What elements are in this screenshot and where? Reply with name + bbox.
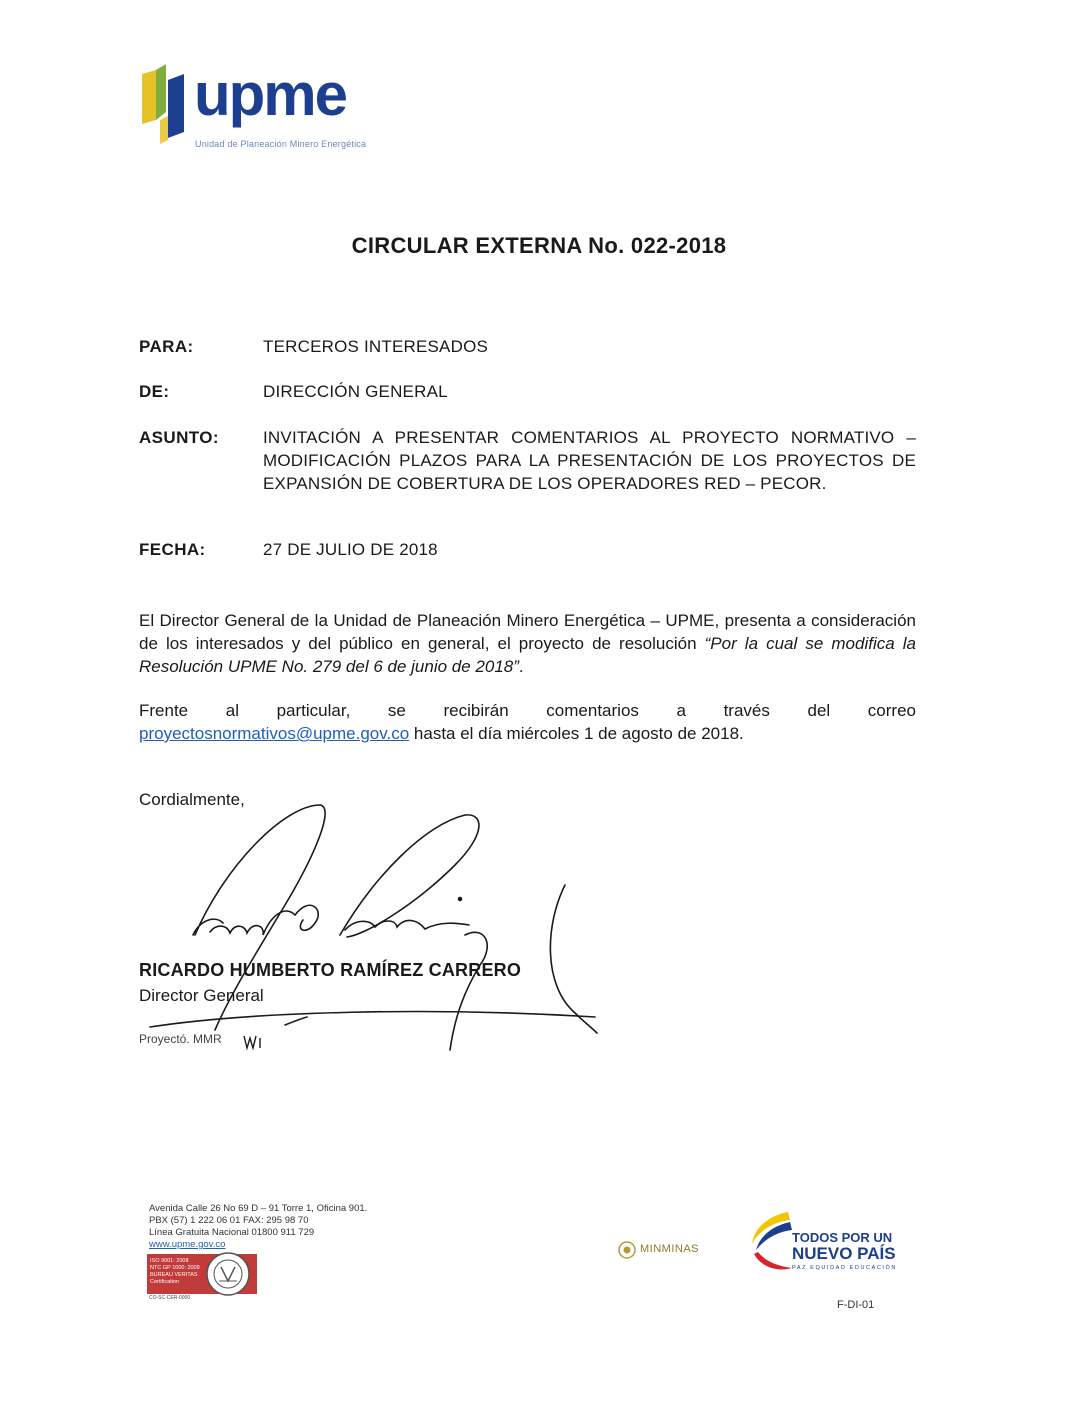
bureau-veritas-seal-icon bbox=[205, 1251, 251, 1297]
form-code: F-DI-01 bbox=[837, 1299, 875, 1311]
fecha-label: FECHA: bbox=[139, 540, 206, 559]
comments-line-2 bbox=[139, 722, 916, 745]
asunto-value: INVITACIÓN A PRESENTAR COMENTARIOS AL PROYECTO NORMATIVO – MODIFICACIÓN PLAZOS PARA LA PRESENTACIÓN DE LOS PROYECTOS DE EXPANSIÓN DE COBERTURA DE LOS OPERADORES RED – PECOR. bbox=[263, 428, 916, 493]
logo-mark-icon bbox=[142, 64, 184, 144]
intro-text: El Director General de la Unidad de Planeación Minero Energética – UPME, presenta a consideración de los interesados y del público en general, el proyecto de resolución bbox=[139, 611, 916, 653]
comments-line-1: Frente al particular, se recibirán comentarios a través del correo bbox=[139, 701, 916, 720]
cert-line-2: NTC GP 1000: 2009 bbox=[150, 1265, 200, 1271]
signatory-name: RICARDO HUMBERTO RAMÍREZ CARRERO bbox=[139, 960, 522, 980]
handwritten-signature bbox=[135, 795, 615, 1055]
fecha-value: 27 DE JULIO DE 2018 bbox=[263, 540, 438, 559]
asunto-label: ASUNTO: bbox=[139, 428, 219, 447]
footer-website[interactable]: www.upme.gov.co bbox=[149, 1239, 226, 1250]
footer-phone: PBX (57) 1 222 06 01 FAX: 295 98 70 bbox=[149, 1215, 309, 1226]
logo-wordmark: upme bbox=[194, 61, 347, 128]
todos-por-un-nuevo-pais-mark-icon bbox=[748, 1208, 798, 1276]
document-title: CIRCULAR EXTERNA No. 022-2018 bbox=[351, 233, 727, 258]
certification-text bbox=[150, 1258, 200, 1286]
email-link[interactable]: proyectosnormativos@upme.gov.co bbox=[139, 724, 410, 743]
gov-slogan-line-2: NUEVO PAÍS bbox=[792, 1244, 896, 1263]
intro-end: . bbox=[518, 657, 524, 676]
resolution-title: “Por la cual se modifica la Resolución UPME No. 279 del 6 de junio de 2018” bbox=[139, 634, 916, 676]
gov-slogan-line-3: PAZ EQUIDAD EDUCACIÓN bbox=[792, 1265, 898, 1271]
de-label: DE: bbox=[139, 382, 170, 401]
deadline-text: hasta el día miércoles 1 de agosto de 2018. bbox=[409, 724, 744, 743]
cert-line-4: Certification bbox=[150, 1279, 180, 1285]
footer-address: Avenida Calle 26 No 69 D – 91 Torre 1, Oficina 901. bbox=[149, 1203, 368, 1214]
de-value: DIRECCIÓN GENERAL bbox=[263, 382, 448, 401]
intro-paragraph bbox=[139, 609, 916, 678]
gov-slogan-line-1: TODOS POR UN bbox=[792, 1230, 893, 1245]
ministry-name: MINMINAS bbox=[640, 1243, 699, 1255]
para-value: TERCEROS INTERESADOS bbox=[263, 337, 489, 356]
closing: Cordialmente, bbox=[139, 790, 245, 809]
para-label: PARA: bbox=[139, 337, 194, 356]
cert-line-3: BUREAU VERITAS bbox=[150, 1272, 198, 1278]
signatory-role: Director General bbox=[139, 986, 264, 1005]
certification-code: CO-SC-CER-0000 bbox=[149, 1295, 191, 1301]
prepared-by: Proyectó. MMR bbox=[139, 1032, 222, 1046]
logo-tagline: Unidad de Planeación Minero Energética bbox=[195, 139, 367, 149]
cert-line-1: ISO 9001: 2008 bbox=[150, 1258, 189, 1264]
initials-mark bbox=[232, 1030, 272, 1052]
footer-toll-free: Línea Gratuita Nacional 01800 911 729 bbox=[149, 1227, 315, 1238]
